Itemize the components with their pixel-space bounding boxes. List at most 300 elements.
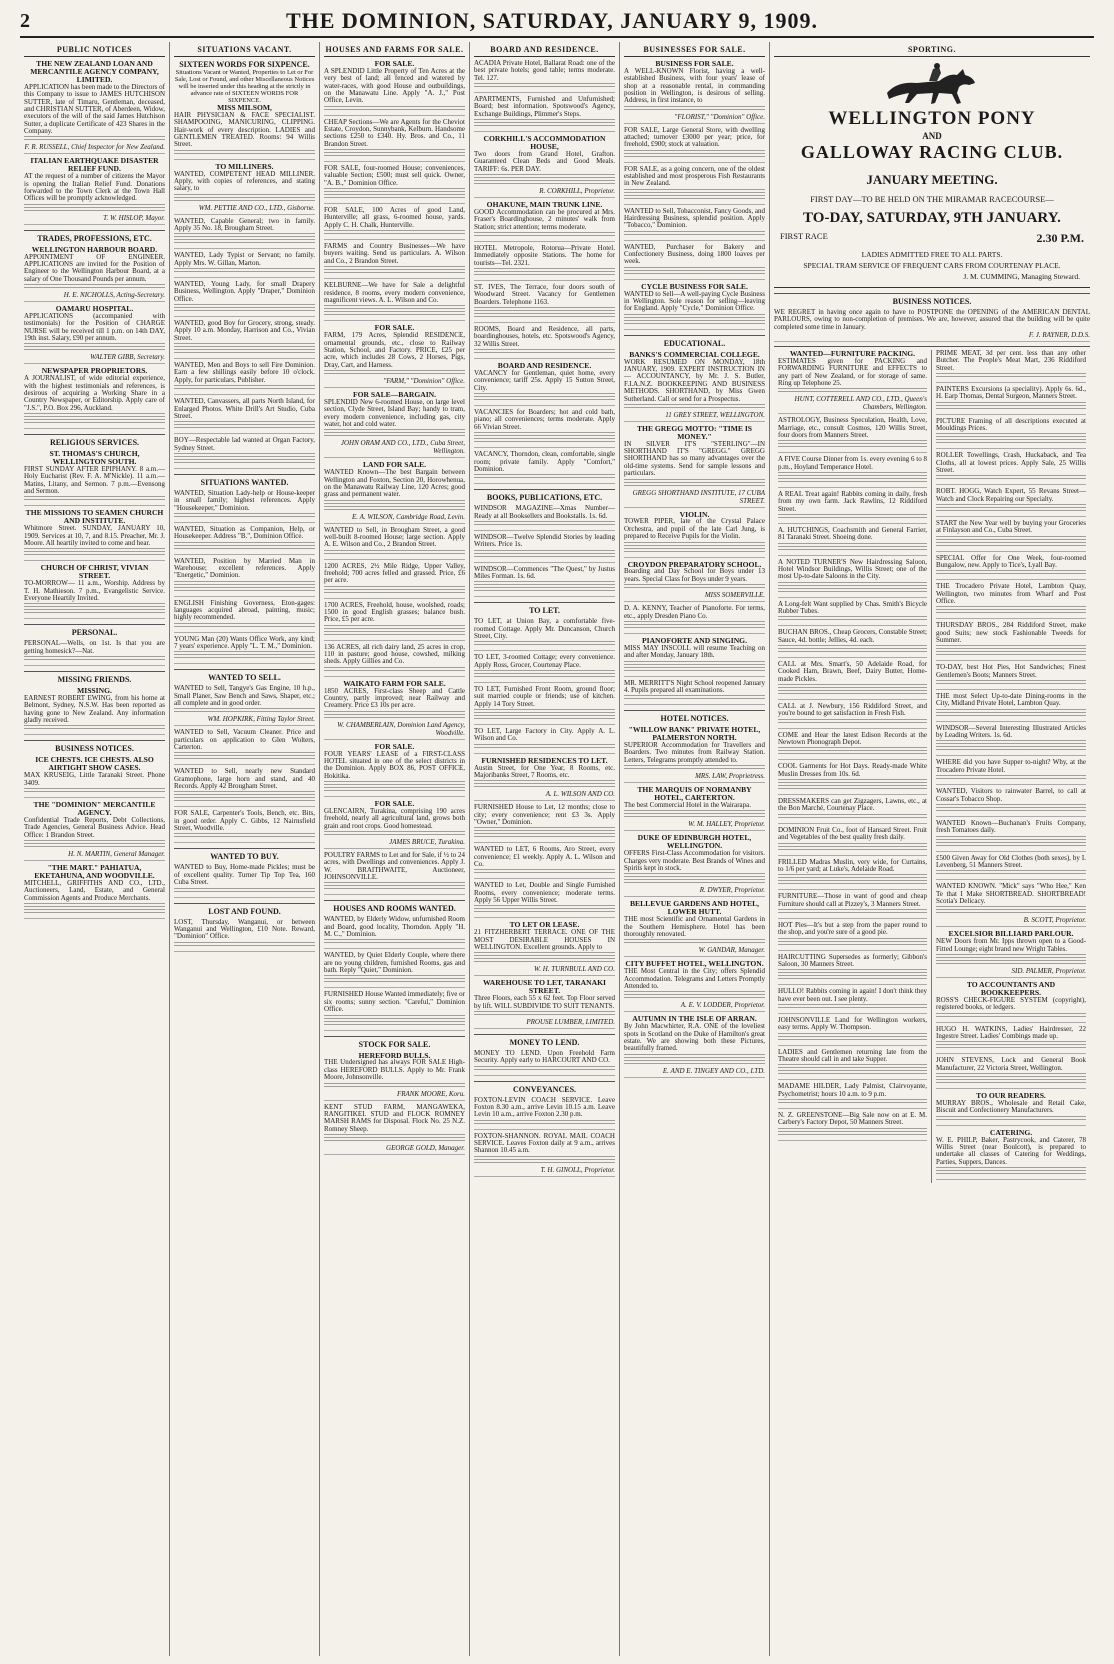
text-filler (24, 656, 165, 662)
text-filler (474, 670, 615, 679)
advertisement (24, 640, 165, 666)
ad-body: WINDSOR MAGAZINE—Xmas Number—Ready at all Booksellers and Bookstalls. 1s. 6d. (474, 504, 615, 520)
text-filler (324, 149, 465, 158)
text-filler (174, 833, 315, 839)
ad-body: ST. IVES, The Terrace, four doors south of Woodward Street. Vacancy for Gentlemen Boarders. Telephone 1163. (474, 283, 615, 306)
ad-body: FOXTON-LEVIN COACH SERVICE. Leave Foxton 8.30 a.m., arrive Levin 10.15 a.m. Leave Levin 10 a.m., arrive Foxton 2.30 p.m. (474, 1095, 615, 1119)
text-filler (324, 939, 465, 945)
advertisement (778, 827, 927, 856)
today-line: TO-DAY, SATURDAY, 9TH JANUARY. (803, 209, 1061, 226)
ad-signature: PROUSE LUMBER, LIMITED. (526, 1018, 615, 1027)
text-filler (474, 581, 615, 593)
advertisement (324, 207, 465, 240)
ad-body: WANTED to Let, Double and Single Furnished Rooms, every convenience; moderate terms. Apply 56 Upper Willis Street. (474, 881, 615, 905)
ad-body: KENT STUD FARM, MANGAWEKA, RANGITIKEI. STUD and FLOCK ROMNEY MARSH RAMS for Disposal. Flock No. 25 N.Z. Romney Sheep. (324, 1102, 465, 1133)
business-subcolumn-right (932, 350, 1090, 1183)
ad-heading: THE MARQUIS OF NORMANBY HOTEL, CARTERTON. (637, 785, 752, 803)
ad-body: LOST, Thursday, Wanganui, or between Wanganui and Wellington, £10 Note. Reward, "Dominion" Office. (174, 917, 315, 941)
advertisement (778, 491, 927, 524)
advertisement (324, 324, 465, 388)
text-filler (936, 570, 1086, 576)
text-filler (624, 939, 765, 945)
advertisement (624, 726, 765, 783)
text-filler (474, 349, 615, 355)
advertisement (936, 418, 1086, 450)
text-filler (778, 938, 927, 947)
advertisement (474, 618, 615, 651)
ad-body: FOR SALE, 100 Acres of good Land, Hunterville; all grass, 6-roomed house, yards. Apply C. H. Chalk, Hunterville. (324, 206, 465, 229)
ad-heading: WAREHOUSE TO LET, TARANAKI STREET. (483, 978, 606, 996)
advertisement (624, 244, 765, 280)
ad-body: APPOINTMENT OF ENGINEER. APPLICATIONS are invited for the Position of Engineer to the Wellington Harbour Board, at a salary of One Thousand Pounds per annum. (24, 252, 165, 283)
text-filler (324, 781, 465, 793)
advertisement (24, 864, 165, 919)
ad-signature: W. M. HALLEY, Proprietor. (688, 820, 765, 829)
text-filler (324, 625, 465, 637)
text-filler (474, 232, 615, 238)
ad-body: ESTIMATES given for PACKING and FORWARDING FURNITURE and EFFECTS to any part of New Zealand, or for storage of same. Ring up Telephone 25. (778, 356, 927, 387)
ad-body: WANTED, Men and Boys to sell Fire Dominion. Earn a few shillings easily before 10 o'clock. Apply, for particulars, Publisher. (174, 361, 315, 384)
sixteen-words-title: SIXTEEN WORDS FOR SIXPENCE. (179, 60, 310, 69)
advertisement (624, 637, 765, 677)
ad-body: FURNITURE—Those in want of good and cheap Furniture should call at Pizzey's, 3 Manners Street. (778, 892, 927, 908)
advertisement (474, 882, 615, 918)
advertisement (324, 916, 465, 949)
ad-body: WINDSOR—Several Interesting Illustrated Articles by Leading Writers. 1s. 6d. (936, 723, 1086, 740)
advertisement (778, 1083, 927, 1109)
meeting-title: JANUARY MEETING. (866, 171, 998, 187)
ad-heading: DUKE OF EDINBURGH HOTEL, WELLINGTON. (637, 833, 752, 851)
ad-signature: MISS SOMERVILLE. (704, 591, 765, 600)
ad-body: FOR SALE, Carpenter's Tools, Bench, etc. Bits, in good order. Apply C. Gibbs, 12 Nairnsfield Street, Woodville. (174, 809, 315, 833)
ad-body: Austin Street, for One Year, 8 Rooms, etc. Majoribanks Street, 7 Rooms, etc. (474, 763, 615, 779)
ad-body: START the New Year well by buying your Groceries at Finlayson and Co., Cuba Street. (936, 518, 1086, 535)
advertisement (778, 798, 927, 824)
text-filler (624, 479, 765, 488)
ad-body: SPLENDID New 6-roomed House, on large level section, Clyde Street, Island Bay; handy to tram, every modern convenience, including gas, city water, hot and cold water. (324, 397, 465, 428)
text-filler (174, 888, 315, 894)
ad-signature: JAMES BRUCE, Turakina. (389, 838, 465, 847)
ad-body: NEW Doors from Mr. Ipps thrown open to a Good-Fitted Lounge; eight brand new Wright Tables. (936, 937, 1086, 953)
text-filler (474, 1156, 615, 1165)
ad-heading: CATERING. (989, 1127, 1033, 1137)
ad-heading: FOR SALE. (374, 741, 415, 751)
advertisement (936, 622, 1086, 661)
ad-body: APARTMENTS, Furnished and Unfurnished; Board; best information. Spotswood's Agency, Exchange Buildings, Plimmer's Steps. (474, 95, 615, 118)
ad-body: D. A. KENNY, Teacher of Pianoforte. For terms, etc., apply Dresden Piano Co. (624, 604, 765, 620)
text-filler (778, 440, 927, 449)
ad-body: YOUNG Man (20) Wants Office Work, any kind; 7 years' experience. Apply "L. T. M.," Dominion. (174, 634, 315, 650)
advertisement (936, 930, 1086, 978)
text-filler (474, 393, 615, 402)
advertisement (778, 456, 927, 488)
ad-heading: CHURCH OF CHRIST, VIVIAN STREET. (40, 563, 149, 581)
text-filler (174, 942, 315, 948)
advertisement (24, 367, 165, 429)
ad-body: A Long-felt Want supplied by Chas. Smith's Bicycle Rubber Tubes. (778, 599, 927, 616)
ad-body: DRESSMAKERS can get Zigzagers, Lawns, etc., at the Bon Marché, Courtenay Place. (778, 797, 927, 813)
text-filler (778, 843, 927, 852)
advertisement (174, 685, 315, 726)
advertisement (778, 1112, 927, 1141)
advertisement (778, 732, 927, 761)
advertisement (778, 661, 927, 700)
ad-heading: MISS MILSOM, (217, 103, 272, 112)
ad-body: OFFERS First-Class Accommodation for visitors. Charges very moderate. Best Brands of Wines and Spirits kept in stock. (624, 849, 765, 873)
column-heading: BUSINESSES FOR SALE. (624, 42, 765, 57)
text-filler (324, 305, 465, 317)
text-filler (324, 1015, 465, 1027)
advertisement (624, 561, 765, 603)
advertisement (324, 991, 465, 1030)
ad-body: VACANCY for Gentleman, quiet home, every convenience; tariff 25s. Apply 15 Sutton Street, City. (474, 369, 615, 392)
text-filler (624, 150, 765, 159)
text-filler (474, 780, 615, 789)
advertisement (474, 409, 615, 448)
ad-body: WANTED to Sell, Tobacconist, Fancy Goods, and Hairdressing Business, splendid position. Apply "Tobacco," Dominion. (624, 206, 765, 230)
ad-body: WANTED, by Elderly Widow, unfurnished Room and Board, good locality, Thorndon. Apply "H. M. C.," Dominion. (324, 915, 465, 939)
advertisement (474, 362, 615, 406)
ad-body: WANTED to Sell, in Brougham Street, a good well-built 8-roomed House; large section. Apply A. E. Wilson and Co., 2 Brandon Street. (324, 525, 465, 549)
masthead (20, 6, 1094, 38)
text-filler (324, 975, 465, 984)
column-board-residence (470, 42, 620, 1656)
horse-and-jockey-icon (877, 63, 987, 107)
advertisement (936, 452, 1086, 485)
ad-body: HAIRCUTTING Supersedes as formerly; Gibbon's Saloon, 30 Manners Street. (778, 952, 927, 968)
ad-heading: THE "DOMINION" MERCANTILE AGENCY. (33, 799, 156, 817)
text-filler (474, 641, 615, 647)
ad-body: ROSS'S CHECK-FIGURE SYSTEM (copyright), registered books, or ledgers. (936, 995, 1086, 1012)
text-filler (936, 402, 1086, 411)
advertisement (174, 320, 315, 359)
ad-body: ROLLER Towellings, Crash, Huckaback, and Tea Cloths, all at lowest prices. Apply Sale, 25 Willis Street. (936, 451, 1086, 474)
text-filler (174, 623, 315, 629)
steward-signature: J. M. CUMMING, Managing Steward. (963, 271, 1080, 281)
ad-body: TO LET, at Union Bay, a comfortable five-roomed Cottage. Apply Mr. Duncanson, Church Street, City. (474, 617, 615, 640)
advertisement (778, 527, 927, 556)
ad-body: ASTROLOGY, Business Speculation, Health, Love, Marriage, etc., consult Cosmos, 120 Willis Street, four doors from Manners Street. (778, 416, 927, 439)
advertisement (624, 208, 765, 241)
ad-body: BUCHAN BROS., Cheap Grocers, Constable Street; Sauce, 4d. bottle; Jellies, 4d. each. (778, 628, 927, 644)
advertisement (936, 788, 1086, 817)
ad-body: FURNISHED House to Let, 12 months; close to city; every convenience; rent £3 3s. Apply "Owner," Dominion. (474, 803, 615, 827)
ad-body: MR. MERRITT'S Night School reopened January 4. Pupils prepared all examinations. (624, 678, 765, 694)
ad-body: WANTED, Young Lady, for small Drapery Business, Wellington. Apply "Draper," Dominion Office. (174, 280, 315, 303)
text-filler (778, 747, 927, 756)
advertisement (474, 1133, 615, 1177)
section-heading: SITUATIONS WANTED. (174, 474, 315, 487)
text-filler (778, 719, 927, 725)
ad-heading: OAMARU HOSPITAL. (55, 303, 134, 313)
text-filler (624, 621, 765, 630)
advertisement (936, 820, 1086, 852)
ad-body: COOL Garments for Hot Days. Ready-made White Muslin Dresses from 10s. 6d. (778, 762, 927, 778)
ad-body: IN SILVER IT'S "STERLING"—IN SHORTHAND IT'S "GREGG." GREGG SHORTHAND has so many advantages over the old-time systems. Send for sample lessons and particulars. (624, 439, 765, 478)
advertisement (324, 680, 465, 740)
ad-body: VACANCIES for Boarders; hot and cold bath, piano; all conveniences; terms moderate. Apply 66 Vivian Street. (474, 408, 615, 431)
text-filler (474, 432, 615, 444)
advertisement (778, 629, 927, 658)
column-houses-farms (320, 42, 470, 1656)
text-filler (474, 550, 615, 559)
advertisement (936, 583, 1086, 619)
advertisement (936, 350, 1086, 383)
column-businesses (620, 42, 770, 1656)
ad-signature: R. CORKHILL, Proprietor. (539, 187, 615, 196)
ad-body: AT the request of a number of citizens the Mayor is opening the Italian Relief Fund. Donations forwarded to the Town Clerk at the Town Hall Offices will be promptly acknowledged. (24, 172, 165, 203)
ad-heading: AUTUMN IN THE ISLE OF ARRAN. (632, 1014, 757, 1024)
advertisement (474, 566, 615, 598)
ad-body: THE Trocadero Private Hotel, Lambton Quay, Wellington, two minutes from Wharf and Post Office. (936, 582, 1086, 606)
ad-signature: T. W. HISLOP, Mayor. (103, 213, 165, 222)
ad-heading: BELLEVUE GARDENS AND HOTEL, LOWER HUTT. (629, 899, 760, 917)
advertisement (174, 768, 315, 807)
advertisement (624, 60, 765, 124)
advertisement (474, 326, 615, 359)
advertisement (778, 859, 927, 891)
advertisement (936, 1057, 1086, 1089)
advertisement (474, 921, 615, 976)
advertisement (936, 855, 1086, 881)
ad-body: FIRST SUNDAY AFTER EPIPHANY. 8 a.m.—Holy Eucharist (Rev. F. A. M'Nickle). 11 a.m.—Matins, Litany, and Sermon. 7 p.m.—Evensong and Sermon. (24, 464, 165, 495)
text-filler (324, 230, 465, 236)
advertisement (324, 165, 465, 204)
ad-body: FOUR YEARS' LEASE of a FIRST-CLASS HOTEL situated in one of the select districts in the Dominion. Apply BOX 86, POST OFFICE, Hokitika. (324, 749, 465, 780)
advertisement (778, 559, 927, 598)
ad-body: CALL at Mrs. Smart's, 50 Adelaide Road, for Cooked Ham, Brawn, Beef, Dairy Butter, Home-made Pickles. (778, 660, 927, 683)
ad-body: WINDSOR—Commences "The Quest," by Justus Miles Forman. 1s. 6d. (474, 564, 615, 580)
advertisement (474, 245, 615, 281)
advertisement (936, 981, 1086, 1023)
text-filler (174, 453, 315, 465)
text-filler (624, 661, 765, 673)
text-filler (778, 645, 927, 654)
ad-body: WANTED, Situation Lady-help or House-keeper in small family; highest references. Apply "Housekeeper," Dominion. (174, 488, 315, 512)
ad-body: HOTEL Metropole, Rotorua—Private Hotel. Immediately opposite Stations. The home for tourists—Tel. 2321. (474, 244, 615, 267)
section-heading: BOOKS, PUBLICATIONS, ETC. (474, 489, 615, 502)
ad-body: FOXTON-SHANNON. ROYAL MAIL COACH SERVICE. Leaves Foxton daily at 9 a.m., arrives Shannon 10.45 a.m. (474, 1131, 615, 1155)
section-heading: MONEY TO LEND. (474, 1034, 615, 1047)
text-filler (24, 903, 165, 915)
ad-signature: W. GANDAR, Manager. (698, 946, 765, 955)
club-title-and: AND (922, 130, 942, 141)
ad-heading: ST. THOMAS'S CHURCH, WELLINGTON SOUTH. (49, 449, 140, 466)
column-heading: SPORTING. (774, 42, 1090, 57)
ad-body: LADIES and Gentlemen returning late from the Theatre should call in and take Supper. (778, 1047, 927, 1063)
ad-signature: T. H. GINOLL, Proprietor. (540, 1165, 615, 1174)
ad-body: PICTURE Framing of all descriptions executed at Mouldings Prices. (936, 416, 1086, 432)
advertisement (174, 558, 315, 597)
ad-heading: LAND FOR SALE. (362, 460, 427, 470)
ad-body: THE Undersigned has always FOR SALE High-class HEREFORD BULLS. Apply to Mr. Frank Moore, Johnsonville. (324, 1058, 465, 1082)
text-filler (324, 106, 465, 112)
text-filler (324, 550, 465, 556)
columns (20, 42, 1094, 1656)
ad-heading: ITALIAN EARTHQUAKE DISASTER RELIEF FUND. (30, 156, 159, 174)
ad-heading: NEWSPAPER PROPRIETORS. (41, 366, 148, 376)
text-filler (174, 150, 315, 156)
advertisement (324, 282, 465, 321)
advertisement (624, 351, 765, 422)
text-filler (474, 1066, 615, 1072)
ad-heading: PIANOFORTE AND SINGING. (641, 635, 747, 645)
advertisement (624, 900, 765, 957)
ad-heading: WELLINGTON HARBOUR BOARD. (31, 244, 158, 254)
advertisement (936, 725, 1086, 757)
advertisement (24, 157, 165, 224)
ad-body: 1850 ACRES, First-class Sheep and Cattle Country, partly improved; near Railway and Creamery. Price £3 10s per acre. (324, 686, 465, 710)
ad-body: MURRAY BROS., Wholesale and Retail Cake, Biscuit and Confectionery Manufacturers. (936, 1098, 1086, 1115)
first-race-time: 2.30 P.M. (1036, 230, 1084, 245)
text-filler (474, 952, 615, 964)
text-filler (474, 83, 615, 89)
text-filler (936, 645, 1086, 657)
ad-body: ROOMS, Board and Residence, all parts, boardinghouses, hotels, etc. Spotswood's Agency, 32 Willis Street. (474, 325, 615, 348)
section-heading: MISSING FRIENDS. (24, 671, 165, 684)
advertisement (936, 520, 1086, 552)
ad-body: Two doors from Grand Hotel, Grafton. Guaranteed Clean Beds and Good Meals. TARIFF: 6s. PER DAY. (474, 150, 615, 173)
section-heading: WANTED TO BUY. (174, 848, 315, 861)
ad-body: WANTED to Sell, Vacuum Cleaner. Price and particulars on application to Glen Wolters, Carterton. (174, 728, 315, 752)
advertisement (624, 283, 765, 330)
text-filler (936, 1041, 1086, 1050)
advertisement (324, 644, 465, 677)
ad-body: PRIME MEAT, 3d per cent. less than any other Butcher. The People's Meat Mart, 236 Riddiford Street. (936, 348, 1086, 372)
column-situations (170, 42, 320, 1656)
advertisement (324, 119, 465, 162)
column-sporting (770, 42, 1094, 1656)
ad-body: 1200 ACRES, 2½ Mile Ridge, Upper Valley, freehold; 700 acres felled and grassed. Price, £6 per acre. (324, 561, 465, 585)
text-filler (624, 584, 765, 590)
advertisement (624, 1015, 765, 1077)
ad-body: A NOTED TURNER'S New Hairdressing Saloon, Hotel Windsor Buildings, Willis Street; one of the most Up-to-date Saloons in the City. (778, 557, 927, 581)
ad-body: A. HUTCHINGS, Coachsmith and General Farrier, 81 Taranaki Street. Shoeing done. (778, 525, 927, 542)
advertisement (778, 988, 927, 1014)
ad-signature: MRS. LAW, Proprietress. (695, 772, 765, 781)
ad-body: HUGO H. WATKINS, Ladies' Hairdresser, 22 Ingestre Street. Ladies' Combings made up. (936, 1024, 1086, 1040)
advertisement (474, 135, 615, 198)
ad-body: CALL at J. Newbury, 156 Riddiford Street, and you're bound to get satisfaction in Fresh Fish. (778, 702, 927, 718)
advertisement (174, 362, 315, 395)
advertisement (474, 804, 615, 843)
ad-body: WORK RESUMED ON MONDAY, 18th JANUARY, 1909. EXPERT INSTRUCTION IN— ACCOUNTANCY, by Mr. J. S. Butler, F.I.A.N.Z. BOOKKEEPING AND BUSINESS METHODS. SHORTHAND, by Miss Gwen Sutherland. Call or send for a Prospectus. (624, 357, 765, 403)
ad-body: ROBT. HOGG, Watch Expert, 55 Revans Street—Watch and Clock Repairing our Specialty. (936, 487, 1086, 503)
ad-body: N. Z. GREENSTONE—Big Sale now on at E. M. Carbery's Factory Depot, 50 Manners Street. (778, 1111, 927, 1127)
page-title: THE DOMINION, SATURDAY, JANUARY 9, 1909. (285, 8, 819, 33)
ad-signature: GREGG SHORTHAND INSTITUTE, 17 CUBA STREET. (632, 488, 765, 505)
advertisement (778, 350, 927, 414)
ad-signature: "FARM," "Dominion" Office. (383, 376, 465, 385)
advertisement (778, 1049, 927, 1081)
text-filler (24, 725, 165, 731)
ad-body: WANTED Known—The best Bargain between Wellington and Foxton, Section 20, Horowhenua, on the Manawatu Railway Line, 120 Acres; good grass and permanent water. (324, 468, 465, 499)
ad-body: CHEAP Sections—We are Agents for the Cheviot Estate, Croydon, Sunnybank, Kelburn. Handsome sections £250 to £340. Hy. Bros. and Co., 11 Brandon Street. (324, 117, 465, 148)
text-filler (936, 680, 1086, 686)
ad-body: WHERE did you have Supper to-night? Why, at the Trocadero Private Hotel. (936, 758, 1086, 774)
text-filler (324, 1134, 465, 1143)
ad-heading: BANKS'S COMMERCIAL COLLEGE. (629, 349, 760, 359)
ad-body: The best Commercial Hotel in the Wairarapa. (624, 801, 752, 810)
text-filler (778, 874, 927, 886)
advertisement (474, 1050, 615, 1076)
text-filler (936, 433, 1086, 445)
ad-signature: B. SCOTT, Proprietor. (1023, 916, 1086, 925)
advertisement (24, 246, 165, 302)
text-filler (24, 284, 165, 290)
text-filler (778, 909, 927, 915)
text-filler (624, 542, 765, 554)
advertisement (936, 555, 1086, 581)
advertisement (778, 893, 927, 919)
ad-body: FARM, 179 Acres, Splendid RESIDENCE, ornamental grounds, etc., close to Railway Station, School, and Factory. PRICE, £25 per acre, which includes 28 Cows, 2 Horses, Pigs, Dray, Cart, and Harness. (324, 331, 465, 369)
text-filler (324, 1083, 465, 1089)
club-title: WELLINGTON PONY (828, 108, 1036, 129)
text-filler (474, 869, 615, 875)
ad-body: TO LET, 3-roomed Cottage; every convenience. Apply Ross, Grocer, Courtenay Place. (474, 653, 615, 669)
advertisement (474, 201, 615, 242)
ad-signature: W. H. TURNBULL AND CO. (534, 965, 615, 974)
ad-body: WANTED to LET, 6 Rooms, Aro Street, every convenience; £1 weekly. Apply A. L. Wilson and Co. (474, 845, 615, 869)
text-filler (936, 373, 1086, 379)
advertisement (936, 1026, 1086, 1055)
ad-heading: THE MISSIONS TO SEAMEN CHURCH AND INSTITUTE. (25, 508, 164, 526)
text-filler (624, 106, 765, 112)
advertisement (174, 810, 315, 843)
business-subcolumns (774, 346, 1090, 1183)
ad-body: HAIR PHYSICIAN & FACE SPECIALIST. SHAMPOOING, MANICURING, CLIPPING. Hair-work of every description. LADIES and GENTLEMEN TREATED. Rooms: 94 Willis Street. (174, 110, 315, 149)
ad-heading: BOARD AND RESIDENCE. (497, 361, 592, 371)
ad-body: WANTED to Buy, Home-made Pickles; must be of excellent quality. Turner Tip Top Tea, 160 Cuba Street. (174, 863, 315, 887)
ad-signature: H. N. MARTIN, General Manager. (68, 849, 165, 858)
ad-body: W. E. PHILP, Baker, Pastrycook, and Caterer, 78 Willis Street (near Boulcott), is prepared to undertake all classes of Catering for Weddings, Parties, Suppers, Dances. (936, 1135, 1086, 1166)
section-heading: RELIGIOUS SERVICES. (24, 434, 165, 447)
text-filler (474, 474, 615, 480)
ad-body: WANTED, Lady Typist or Servant; no family. Apply Mrs. W. Gillan, Marton. (174, 251, 315, 267)
ad-body: KELBURNE—We have for Sale a delightful residence, 8 rooms, every modern convenience, magnificent views. A. L. Wilson and Co. (324, 281, 465, 304)
ad-heading: CORKHILL'S ACCOMMODATION HOUSE, (483, 134, 606, 152)
ad-signature: "FLORIST," "Dominion" Office. (674, 112, 765, 121)
text-filler (624, 1054, 765, 1066)
advertisement (174, 729, 315, 765)
ad-heading: CITY BUFFET HOTEL, WELLINGTON. (625, 959, 764, 969)
ad-body: FOR SALE, four-roomed House; conveniences, valuable Section; £500; must sell quick. Owner, "A. B.," Dominion Office. (324, 164, 465, 187)
text-filler (174, 791, 315, 803)
text-filler (936, 709, 1086, 718)
advertisement (936, 386, 1086, 415)
ad-signature: W. CHAMBERLAIN, Dominion Land Agency, Woodville. (337, 720, 465, 737)
section-heading: TRADES, PROFESSIONS, ETC. (24, 230, 165, 243)
ad-body: A SPLENDID Little Property of Ten Acres at the very best of land; all fenced and watered by water-races, with good House and outbuildings, on the Manawatu Line. Apply "A. J.," Post Office, Levin. (324, 66, 465, 105)
text-filler (174, 752, 315, 761)
ad-body: 136 ACRES, all rich dairy land, 25 acres in crop, 110 in pasture; good house, cowshed, milking sheds. Apply Gillies and Co. (324, 642, 465, 666)
advertisement (174, 636, 315, 665)
column-heading: HOUSES AND FARMS FOR SALE. (324, 42, 465, 57)
ad-body: WANTED, Situation as Companion, Help, or Housekeeper. Address "B.", Dominion Office. (174, 524, 315, 541)
ad-body: JOHN STEVENS, Lock and General Book Manufacturer, 22 Victoria Street, Wellington. (936, 1056, 1086, 1072)
text-filler (936, 954, 1086, 966)
text-filler (24, 204, 165, 213)
text-filler (778, 684, 927, 696)
text-filler (778, 1033, 927, 1042)
ad-body: JOHNSONVILLE Land for Wellington workers, easy terms. Apply W. Thompson. (778, 1015, 927, 1032)
text-filler (624, 991, 765, 1000)
text-filler (24, 548, 165, 557)
advertisement (24, 509, 165, 561)
ad-body: Confidential Trade Reports, Debt Collections, Trade Agencies, General Business Advice. Head Office: 1 Brandon Street. (24, 815, 165, 839)
advertisement (474, 451, 615, 484)
text-filler (778, 616, 927, 622)
